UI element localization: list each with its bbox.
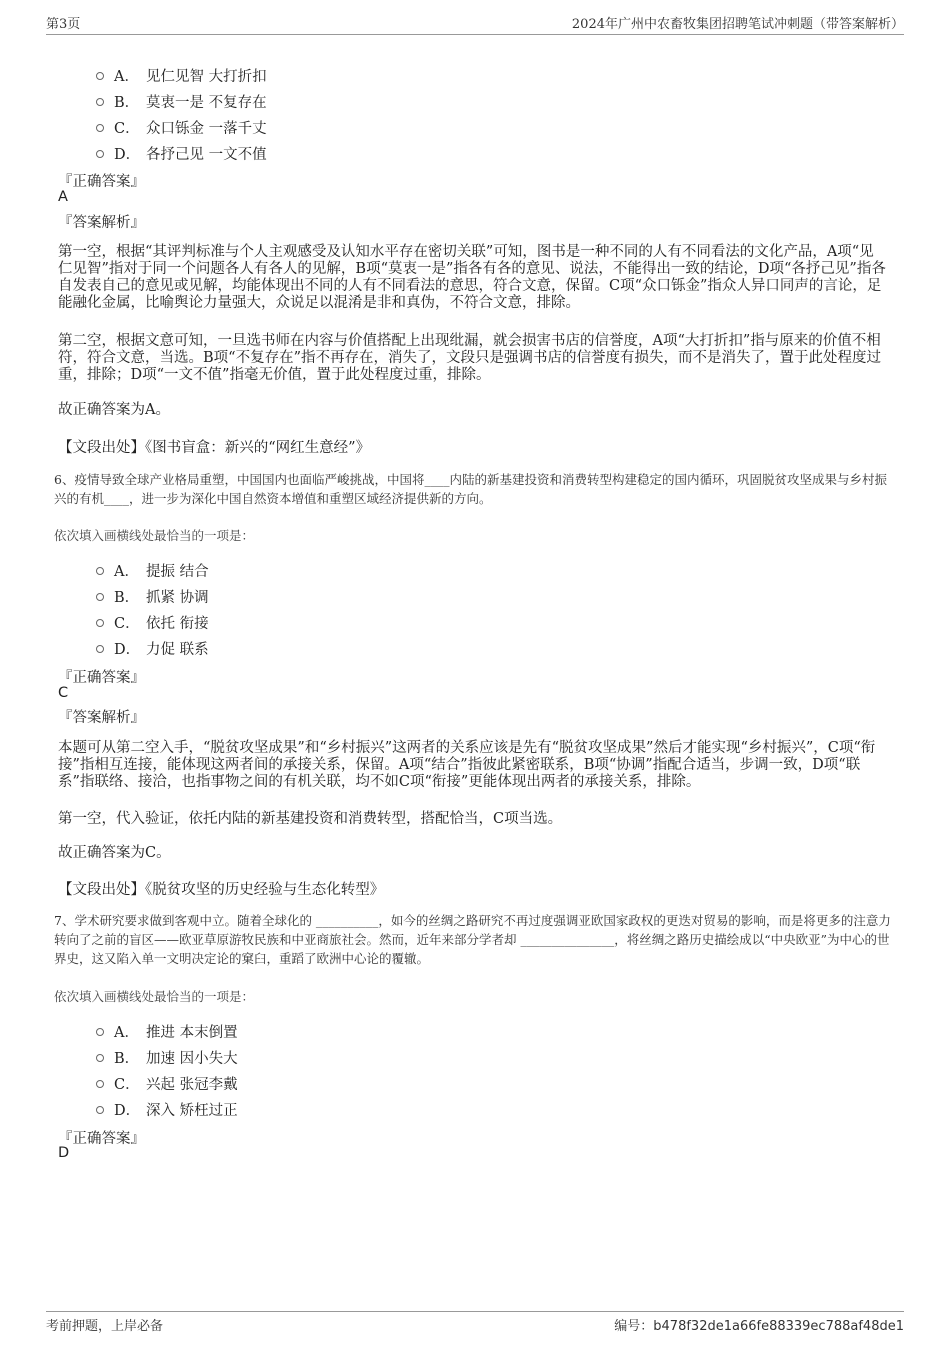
q5-answer-label: 『正确答案』 <box>58 174 145 190</box>
page-number: 第3页 <box>46 17 81 32</box>
q7-question: 7、学术研究要求做到客观中立。随着全球化的 __________，如今的丝绸之路研究不再过度强调亚欧国家政权的更迭对贸易的影响，而是将更多的注意力转向了之前的盲区——欧亚草原游牧民族和中亚商旅社会。然而，近年来部分学者却 _______________，将丝绸之路历史描绘成以“中央欧亚”为中心的世界史，这又陷入单一文明决定论的窠臼，重蹈了欧洲中心论的覆辙。 <box>54 913 891 966</box>
q7-answer: D <box>58 1145 70 1161</box>
radio-icon[interactable] <box>96 567 104 575</box>
q6-analysis-p3: 故正确答案为C。 <box>58 845 171 861</box>
q7-option-a[interactable]: A． 推进 本末倒置 <box>96 1021 238 1042</box>
q5-source: 【文段出处】《图书盲盒：新兴的“网红生意经”》 <box>58 440 371 456</box>
q6-answer: C <box>58 685 69 701</box>
q7-option-b[interactable]: B． 加速 因小失大 <box>96 1047 238 1068</box>
q5-option-c[interactable]: C． 众口铄金 一落千丈 <box>96 117 267 138</box>
q5-option-a[interactable]: A． 见仁见智 大打折扣 <box>96 65 267 86</box>
q7-answer-label: 『正确答案』 <box>58 1131 145 1147</box>
q6-analysis-label: 『答案解析』 <box>58 710 145 726</box>
q6-answer-label: 『正确答案』 <box>58 670 145 686</box>
q6-option-a[interactable]: A． 提振 结合 <box>96 560 209 581</box>
q7-option-c[interactable]: C． 兴起 张冠李戴 <box>96 1073 238 1094</box>
q6-analysis-p2: 第一空，代入验证，依托内陆的新基建投资和消费转型，搭配恰当，C项当选。 <box>58 811 563 827</box>
q6-source: 【文段出处】《脱贫攻坚的历史经验与生态化转型》 <box>58 882 385 898</box>
q6-analysis-p1: 本题可从第二空入手，“脱贫攻坚成果”和“乡村振兴”这两者的关系应该是先有“脱贫攻坚成果”然后才能实现“乡村振兴”，C项“衔接”指相互连接，能体现这两者间的承接关系，保留。A项“结合”指彼此紧密联系，B项“协调”指配合适当，步调一致，D项“联系”指联络、接洽，也指事物之间的有机关联，均不如C项“衔接”更能体现出两者的承接关系，排除。 <box>58 740 876 790</box>
q5-analysis-p3: 故正确答案为A。 <box>58 402 170 418</box>
radio-icon[interactable] <box>96 1080 104 1088</box>
q5-analysis-label: 『答案解析』 <box>58 215 145 231</box>
radio-icon[interactable] <box>96 1106 104 1114</box>
q6-option-b[interactable]: B． 抓紧 协调 <box>96 586 209 607</box>
q7-prompt: 依次填入画横线处最恰当的一项是： <box>54 989 255 1004</box>
page-footer <box>46 1311 904 1334</box>
q5-option-d[interactable]: D． 各抒己见 一文不值 <box>96 143 267 164</box>
radio-icon[interactable] <box>96 150 104 158</box>
radio-icon[interactable] <box>96 1054 104 1062</box>
radio-icon[interactable] <box>96 72 104 80</box>
q5-analysis-p2: 第二空，根据文意可知，一旦选书师在内容与价值搭配上出现纰漏，就会损害书店的信誉度，A项“大打折扣”指与原来的价值不相符，符合文意，当选。B项“不复存在”指不再存在，消失了，文段只是强调书店的信誉度有损失，而不是消失了，置于此处程度过重，排除；D项“一文不值”指毫无价值，置于此处程度过重，排除。 <box>58 333 881 383</box>
q5-answer: A <box>58 189 68 205</box>
radio-icon[interactable] <box>96 124 104 132</box>
radio-icon[interactable] <box>96 98 104 106</box>
page-header <box>46 12 904 35</box>
radio-icon[interactable] <box>96 1028 104 1036</box>
q6-option-d[interactable]: D． 力促 联系 <box>96 638 209 659</box>
q6-option-c[interactable]: C． 依托 衔接 <box>96 612 209 633</box>
radio-icon[interactable] <box>96 645 104 653</box>
q5-analysis-p1: 第一空，根据“其评判标准与个人主观感受及认知水平存在密切关联”可知，图书是一种不同的人有不同看法的文化产品，A项“见仁见智”指对于同一个问题各人有各人的见解，B项“莫衷一是”指各有各的意见、说法，不能得出一致的结论，D项“各抒己见”指各自发表自己的意见或见解，均能体现出不同的人有不同看法的意思，符合文意，保留。C项“众口铄金”指众人异口同声的言论，足能融化金属，比喻舆论力量强大，众说足以混淆是非和真伪，不符合文意，排除。 <box>58 244 886 311</box>
document-title: 2024年广州中农畜牧集团招聘笔试冲刺题（带答案解析） <box>571 17 904 32</box>
document-code: 编号：b478f32de1a66fe88339ec788af48de1 <box>614 1319 904 1334</box>
q6-question: 6、疫情导致全球产业格局重塑，中国国内也面临严峻挑战，中国将____内陆的新基建投资和消费转型构建稳定的国内循环，巩固脱贫攻坚成果与乡村振兴的有机____，进一步为深化中国自然资本增值和重塑区域经济提供新的方向。 <box>54 472 887 506</box>
radio-icon[interactable] <box>96 593 104 601</box>
footer-slogan: 考前押题，上岸必备 <box>46 1319 164 1334</box>
radio-icon[interactable] <box>96 619 104 627</box>
q7-option-d[interactable]: D． 深入 矫枉过正 <box>96 1099 238 1120</box>
q6-prompt: 依次填入画横线处最恰当的一项是： <box>54 528 255 543</box>
q5-option-b[interactable]: B． 莫衷一是 不复存在 <box>96 91 267 112</box>
